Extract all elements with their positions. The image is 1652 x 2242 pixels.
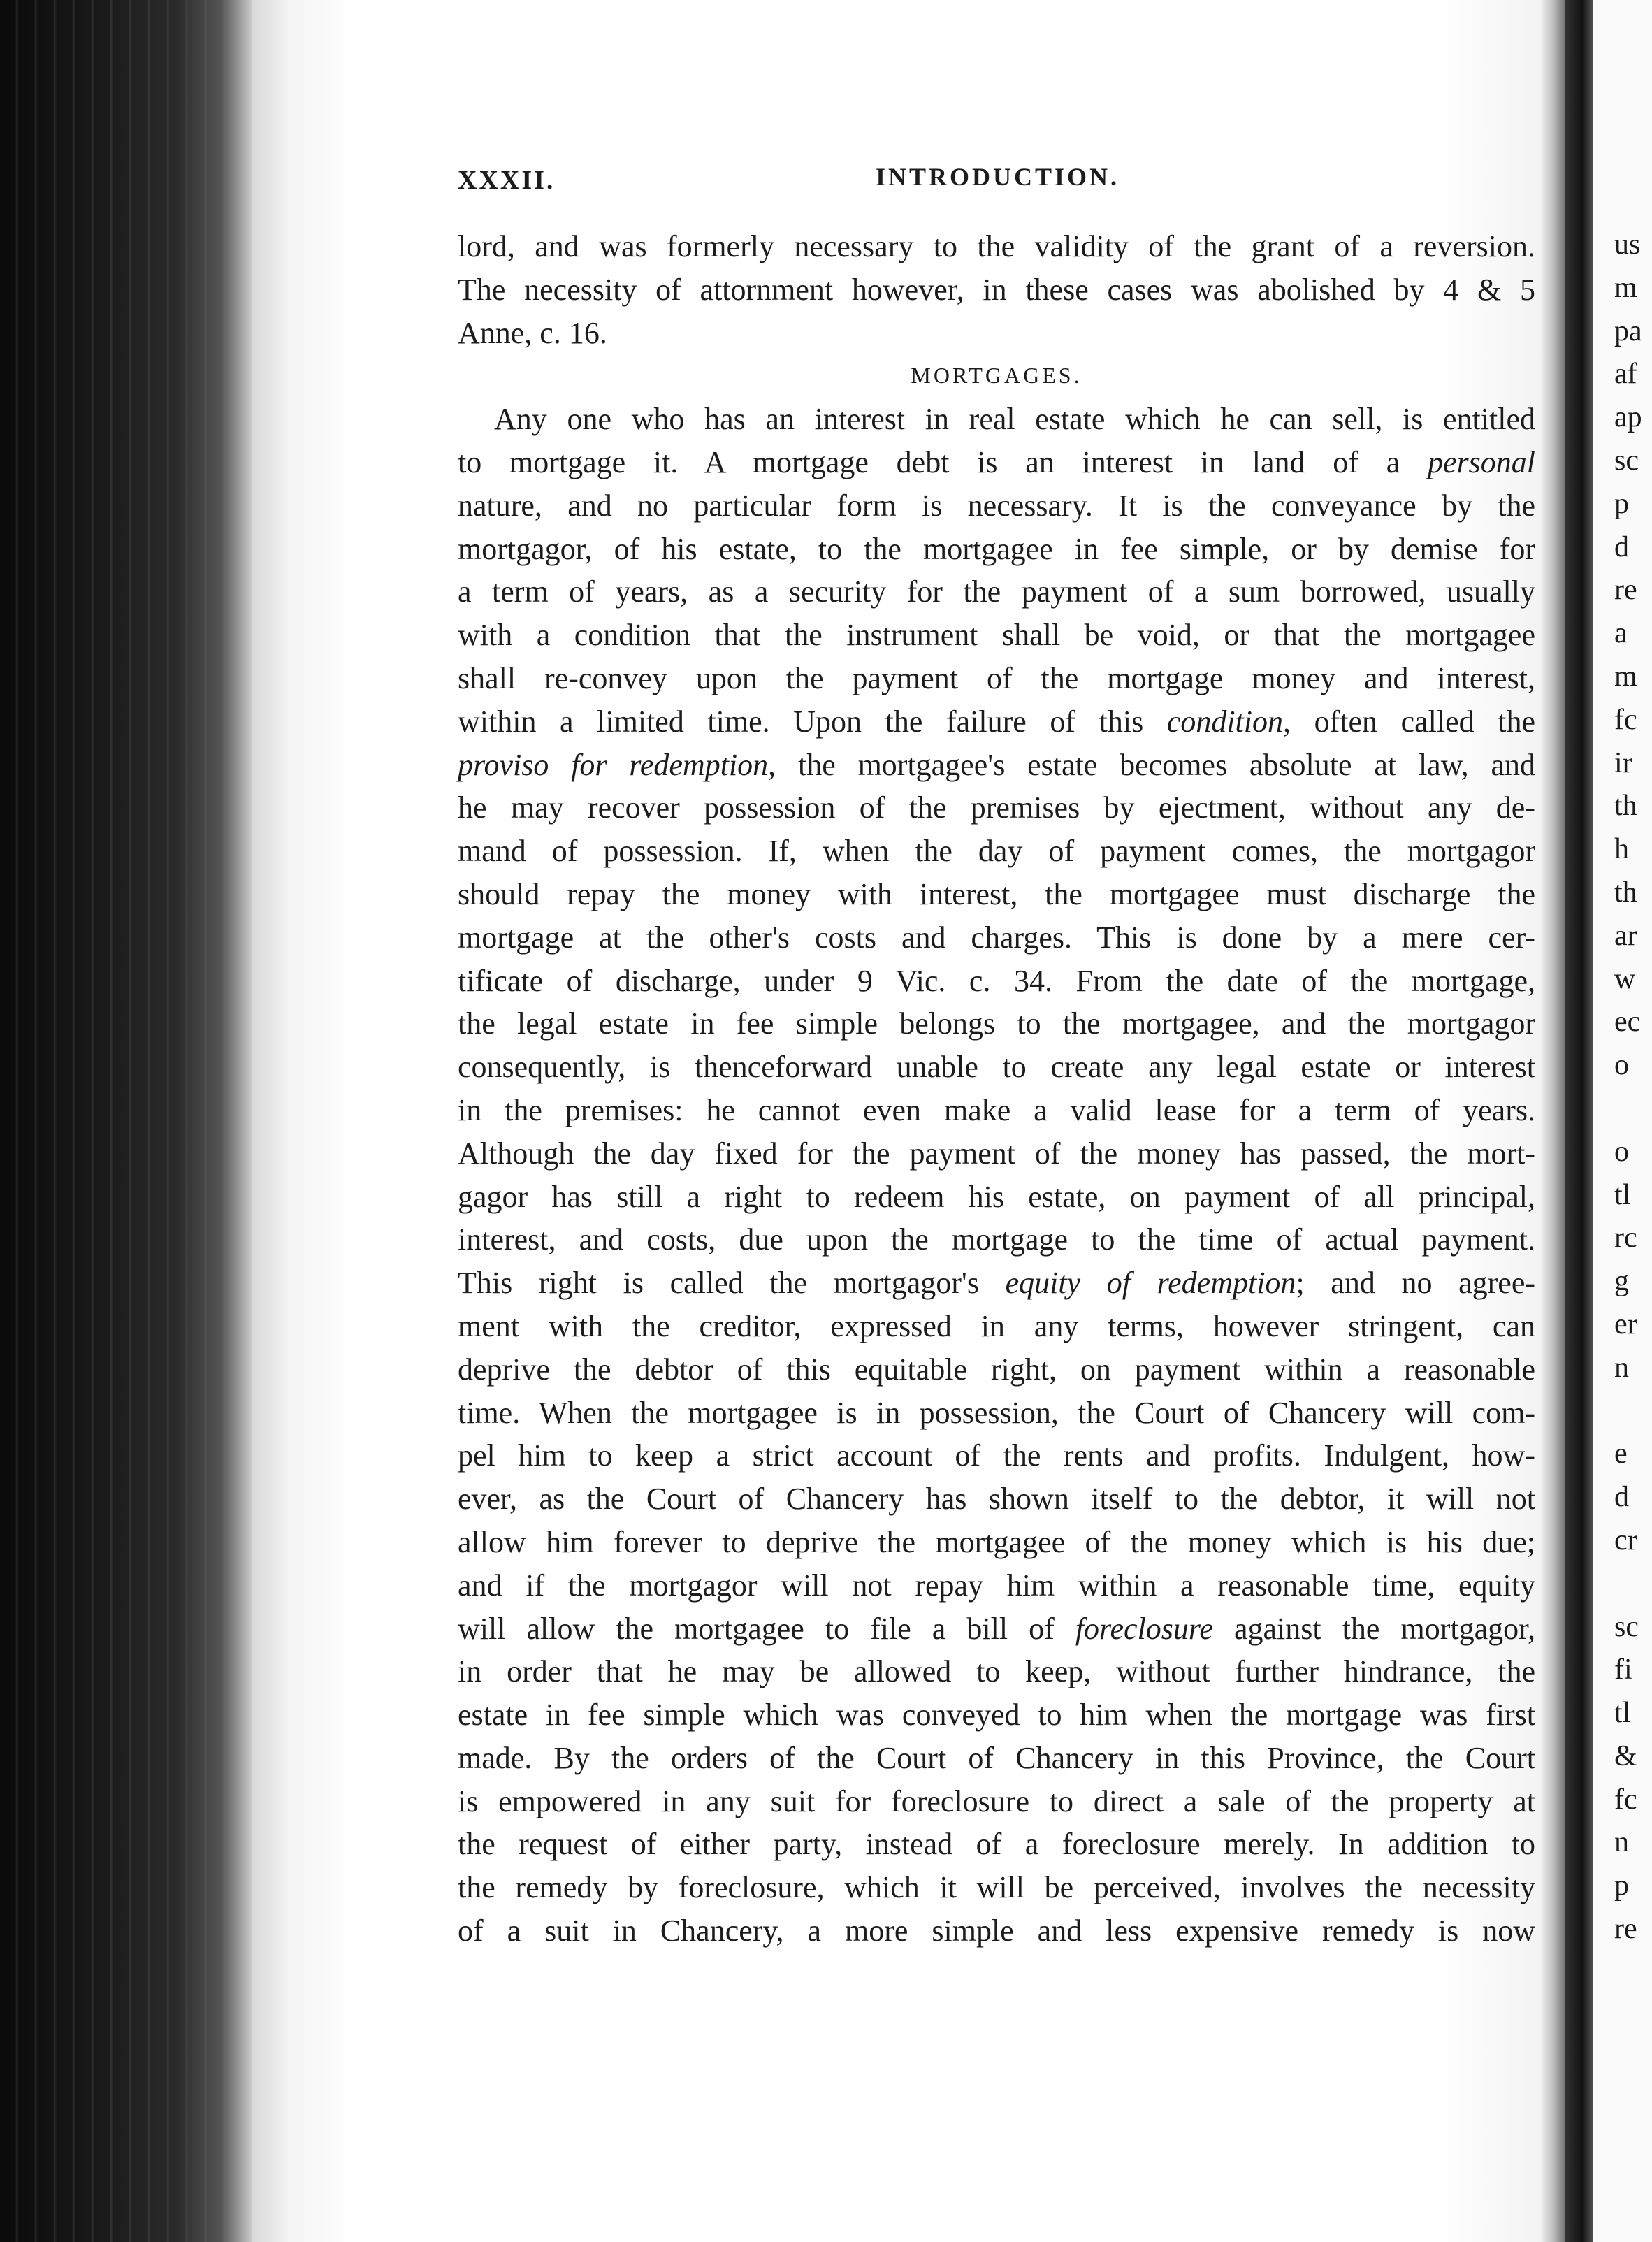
scan-left-streaks xyxy=(0,0,238,2242)
text-segment: the remedy by foreclosure, which it will be perceived, involves the necessity xyxy=(458,1870,1535,1905)
text-line xyxy=(458,312,1535,355)
facing-fragment: g xyxy=(1614,1265,1629,1298)
text-segment: tificate of discharge, under 9 Vic. c. 34. From the date of the mortgage, xyxy=(458,963,1535,998)
text-segment: allow him forever to deprive the mortgagee of the money which is his due; xyxy=(458,1524,1535,1559)
text-line xyxy=(458,225,1535,268)
facing-fragment xyxy=(1614,1087,1652,1131)
facing-fragment: w xyxy=(1614,962,1636,995)
text-line xyxy=(458,1693,1535,1737)
facing-fragment: th xyxy=(1614,790,1637,823)
text-line xyxy=(458,484,1535,528)
text-line xyxy=(458,1089,1535,1132)
text-segment: consequently, is thenceforward unable to create any legal estate or interest xyxy=(458,1050,1535,1085)
text-segment: he may recover possession of the premises by ejectment, without any de- xyxy=(458,790,1535,825)
text-segment: gagor has still a right to redeem his estate, on payment of all principal, xyxy=(458,1179,1535,1214)
text-segment: mand of possession. If, when the day of payment comes, the mortgagor xyxy=(458,834,1535,869)
text-segment: the request of either party, instead of a foreclosure merely. In addition to xyxy=(458,1827,1535,1862)
facing-fragment: p xyxy=(1614,1869,1629,1902)
facing-fragment: n xyxy=(1614,1351,1629,1384)
facing-fragment: tl xyxy=(1614,1178,1631,1211)
text-segment: ment with the creditor, expressed in any terms, however stringent, can xyxy=(458,1308,1535,1343)
text-line xyxy=(458,700,1535,744)
text-line xyxy=(458,657,1535,700)
text-segment: This right is called the mortgagor's xyxy=(458,1266,1006,1301)
italic-term: foreclosure xyxy=(1075,1611,1213,1646)
text-segment: Any one who has an interest in real estate which he can sell, is entitled xyxy=(494,402,1535,437)
text-line xyxy=(458,744,1535,787)
text-segment: and if the mortgagor will not repay him within a reasonable time, equity xyxy=(458,1568,1535,1603)
facing-fragment: h xyxy=(1614,833,1629,866)
text-segment: ; and no agree- xyxy=(1296,1266,1535,1301)
facing-fragment: fc xyxy=(1614,703,1637,736)
text-segment: deprive the debtor of this equitable right, on payment within a reasonable xyxy=(458,1352,1535,1387)
text-segment: lord, and was formerly necessary to the validity of the grant of a reversion. xyxy=(458,229,1535,263)
text-segment: estate in fee simple which was conveyed to him when the mortgage was first xyxy=(458,1698,1535,1733)
facing-fragment: ap xyxy=(1614,401,1642,434)
running-title: INTRODUCTION. xyxy=(876,163,1120,191)
facing-fragment: fi xyxy=(1614,1654,1632,1686)
facing-fragment: af xyxy=(1614,358,1637,391)
text-line xyxy=(458,354,1535,398)
facing-fragment: d xyxy=(1614,530,1629,563)
facing-fragment xyxy=(1614,1390,1652,1433)
text-line xyxy=(458,786,1535,830)
text-segment: ever, as the Court of Chancery has shown itself to the debtor, it will not xyxy=(458,1482,1535,1517)
text-segment: of a suit in Chancery, a more simple and less expensive remedy is now xyxy=(458,1914,1535,1948)
running-head xyxy=(458,165,1527,207)
facing-fragment: e xyxy=(1614,1438,1628,1470)
text-line xyxy=(458,1823,1535,1866)
text-segment: time. When the mortgagee is in possession, the Court of Chancery will com- xyxy=(458,1395,1535,1430)
body-text xyxy=(458,225,1535,1953)
text-segment: Anne, c. 16. xyxy=(458,315,607,350)
text-line xyxy=(458,398,1535,441)
text-line xyxy=(458,528,1535,571)
facing-page-text xyxy=(1614,224,1652,1951)
text-segment: made. By the orders of the Court of Chancery in this Province, the Court xyxy=(458,1740,1535,1775)
text-segment: , the mortgagee's estate becomes absolute at law, and xyxy=(768,747,1535,782)
text-line xyxy=(458,1866,1535,1909)
facing-fragment: a xyxy=(1614,617,1628,650)
text-line xyxy=(458,614,1535,657)
facing-fragment: m xyxy=(1614,271,1637,304)
text-segment: a term of years, as a security for the payment of a sum borrowed, usually xyxy=(458,574,1535,609)
text-segment: the legal estate in fee simple belongs to the mortgagee, and the mortgagor xyxy=(458,1006,1535,1041)
facing-fragment: sc xyxy=(1614,1610,1639,1643)
facing-fragment: & xyxy=(1614,1740,1637,1772)
text-line xyxy=(458,1305,1535,1348)
text-line xyxy=(458,570,1535,614)
italic-term: condition xyxy=(1166,704,1283,739)
facing-fragment: ir xyxy=(1614,746,1632,779)
text-line xyxy=(458,441,1535,484)
italic-term: equity of redemption xyxy=(1005,1266,1296,1301)
facing-fragment: pa xyxy=(1614,314,1642,347)
facing-fragment xyxy=(1614,1563,1652,1606)
text-line xyxy=(458,1737,1535,1780)
text-segment: MORTGAGES. xyxy=(911,363,1082,389)
text-line xyxy=(458,1218,1535,1261)
text-segment: pel him to keep a strict account of the rents and profits. Indulgent, how- xyxy=(458,1438,1535,1473)
text-line xyxy=(458,1176,1535,1219)
facing-fragment: d xyxy=(1614,1481,1629,1514)
text-segment: The necessity of attornment however, in these cases was abolished by 4 & 5 xyxy=(458,272,1535,307)
facing-fragment: tl xyxy=(1614,1697,1631,1730)
text-line xyxy=(458,1909,1535,1953)
text-line xyxy=(458,1780,1535,1823)
text-segment: should repay the money with interest, the mortgagee must discharge the xyxy=(458,876,1535,911)
facing-fragment: o xyxy=(1614,1135,1629,1168)
text-segment: interest, and costs, due upon the mortgage to the time of actual payment. xyxy=(458,1222,1535,1257)
text-segment: against the mortgagor, xyxy=(1212,1611,1536,1646)
text-line xyxy=(458,1650,1535,1693)
italic-term: personal xyxy=(1428,444,1535,479)
facing-fragment: ar xyxy=(1614,919,1637,952)
facing-fragment: ec xyxy=(1614,1006,1641,1039)
text-line xyxy=(458,873,1535,916)
text-segment: within a limited time. Upon the failure of this xyxy=(458,704,1167,739)
facing-fragment: th xyxy=(1614,876,1637,909)
facing-fragment: p xyxy=(1614,487,1629,520)
text-segment: to mortgage it. A mortgage debt is an interest in land of a xyxy=(458,444,1428,479)
facing-fragment: m xyxy=(1614,660,1637,693)
facing-fragment: n xyxy=(1614,1826,1629,1859)
text-segment: shall re-convey upon the payment of the mortgage money and interest, xyxy=(458,660,1535,695)
text-segment: will allow the mortgagee to file a bill of xyxy=(458,1611,1075,1646)
text-line xyxy=(458,1391,1535,1435)
facing-fragment: re xyxy=(1614,574,1637,607)
text-line xyxy=(458,1046,1535,1089)
italic-term: proviso for redemption xyxy=(458,747,769,782)
text-segment: in the premises: he cannot even make a valid lease for a term of years. xyxy=(458,1092,1535,1127)
text-segment: mortgage at the other's costs and charges. This is done by a mere cer- xyxy=(458,920,1535,955)
text-line xyxy=(458,1261,1535,1305)
text-line xyxy=(458,1607,1535,1651)
text-line xyxy=(458,268,1535,312)
text-line xyxy=(458,916,1535,960)
facing-fragment: er xyxy=(1614,1308,1637,1340)
facing-fragment: fc xyxy=(1614,1783,1637,1816)
facing-fragment: us xyxy=(1614,229,1641,261)
text-segment: with a condition that the instrument shall be void, or that the mortgagee xyxy=(458,618,1535,653)
text-line xyxy=(458,1002,1535,1046)
text-segment: mortgagor, of his estate, to the mortgagee in fee simple, or by demise for xyxy=(458,531,1535,566)
text-line xyxy=(458,1564,1535,1607)
text-segment: , often called the xyxy=(1283,704,1535,739)
text-segment: is empowered in any suit for foreclosure to direct a sale of the property at xyxy=(458,1784,1535,1818)
facing-fragment: rc xyxy=(1614,1222,1637,1254)
page-number: XXXII. xyxy=(458,166,556,195)
facing-fragment: sc xyxy=(1614,444,1639,477)
facing-fragment: re xyxy=(1614,1913,1637,1946)
text-segment: in order that he may be allowed to keep, without further hindrance, the xyxy=(458,1654,1535,1689)
text-line xyxy=(458,1477,1535,1521)
text-line xyxy=(458,1434,1535,1477)
text-segment: Although the day fixed for the payment of the money has passed, the mort- xyxy=(458,1136,1535,1171)
book-spine xyxy=(1565,0,1593,2242)
text-line xyxy=(458,1132,1535,1176)
text-line xyxy=(458,960,1535,1003)
text-line xyxy=(458,1521,1535,1564)
text-line xyxy=(458,830,1535,873)
facing-fragment: cr xyxy=(1614,1524,1637,1556)
text-line xyxy=(458,1348,1535,1391)
facing-fragment: o xyxy=(1614,1049,1629,1082)
text-segment: nature, and no particular form is necessary. It is the conveyance by the xyxy=(458,488,1535,523)
